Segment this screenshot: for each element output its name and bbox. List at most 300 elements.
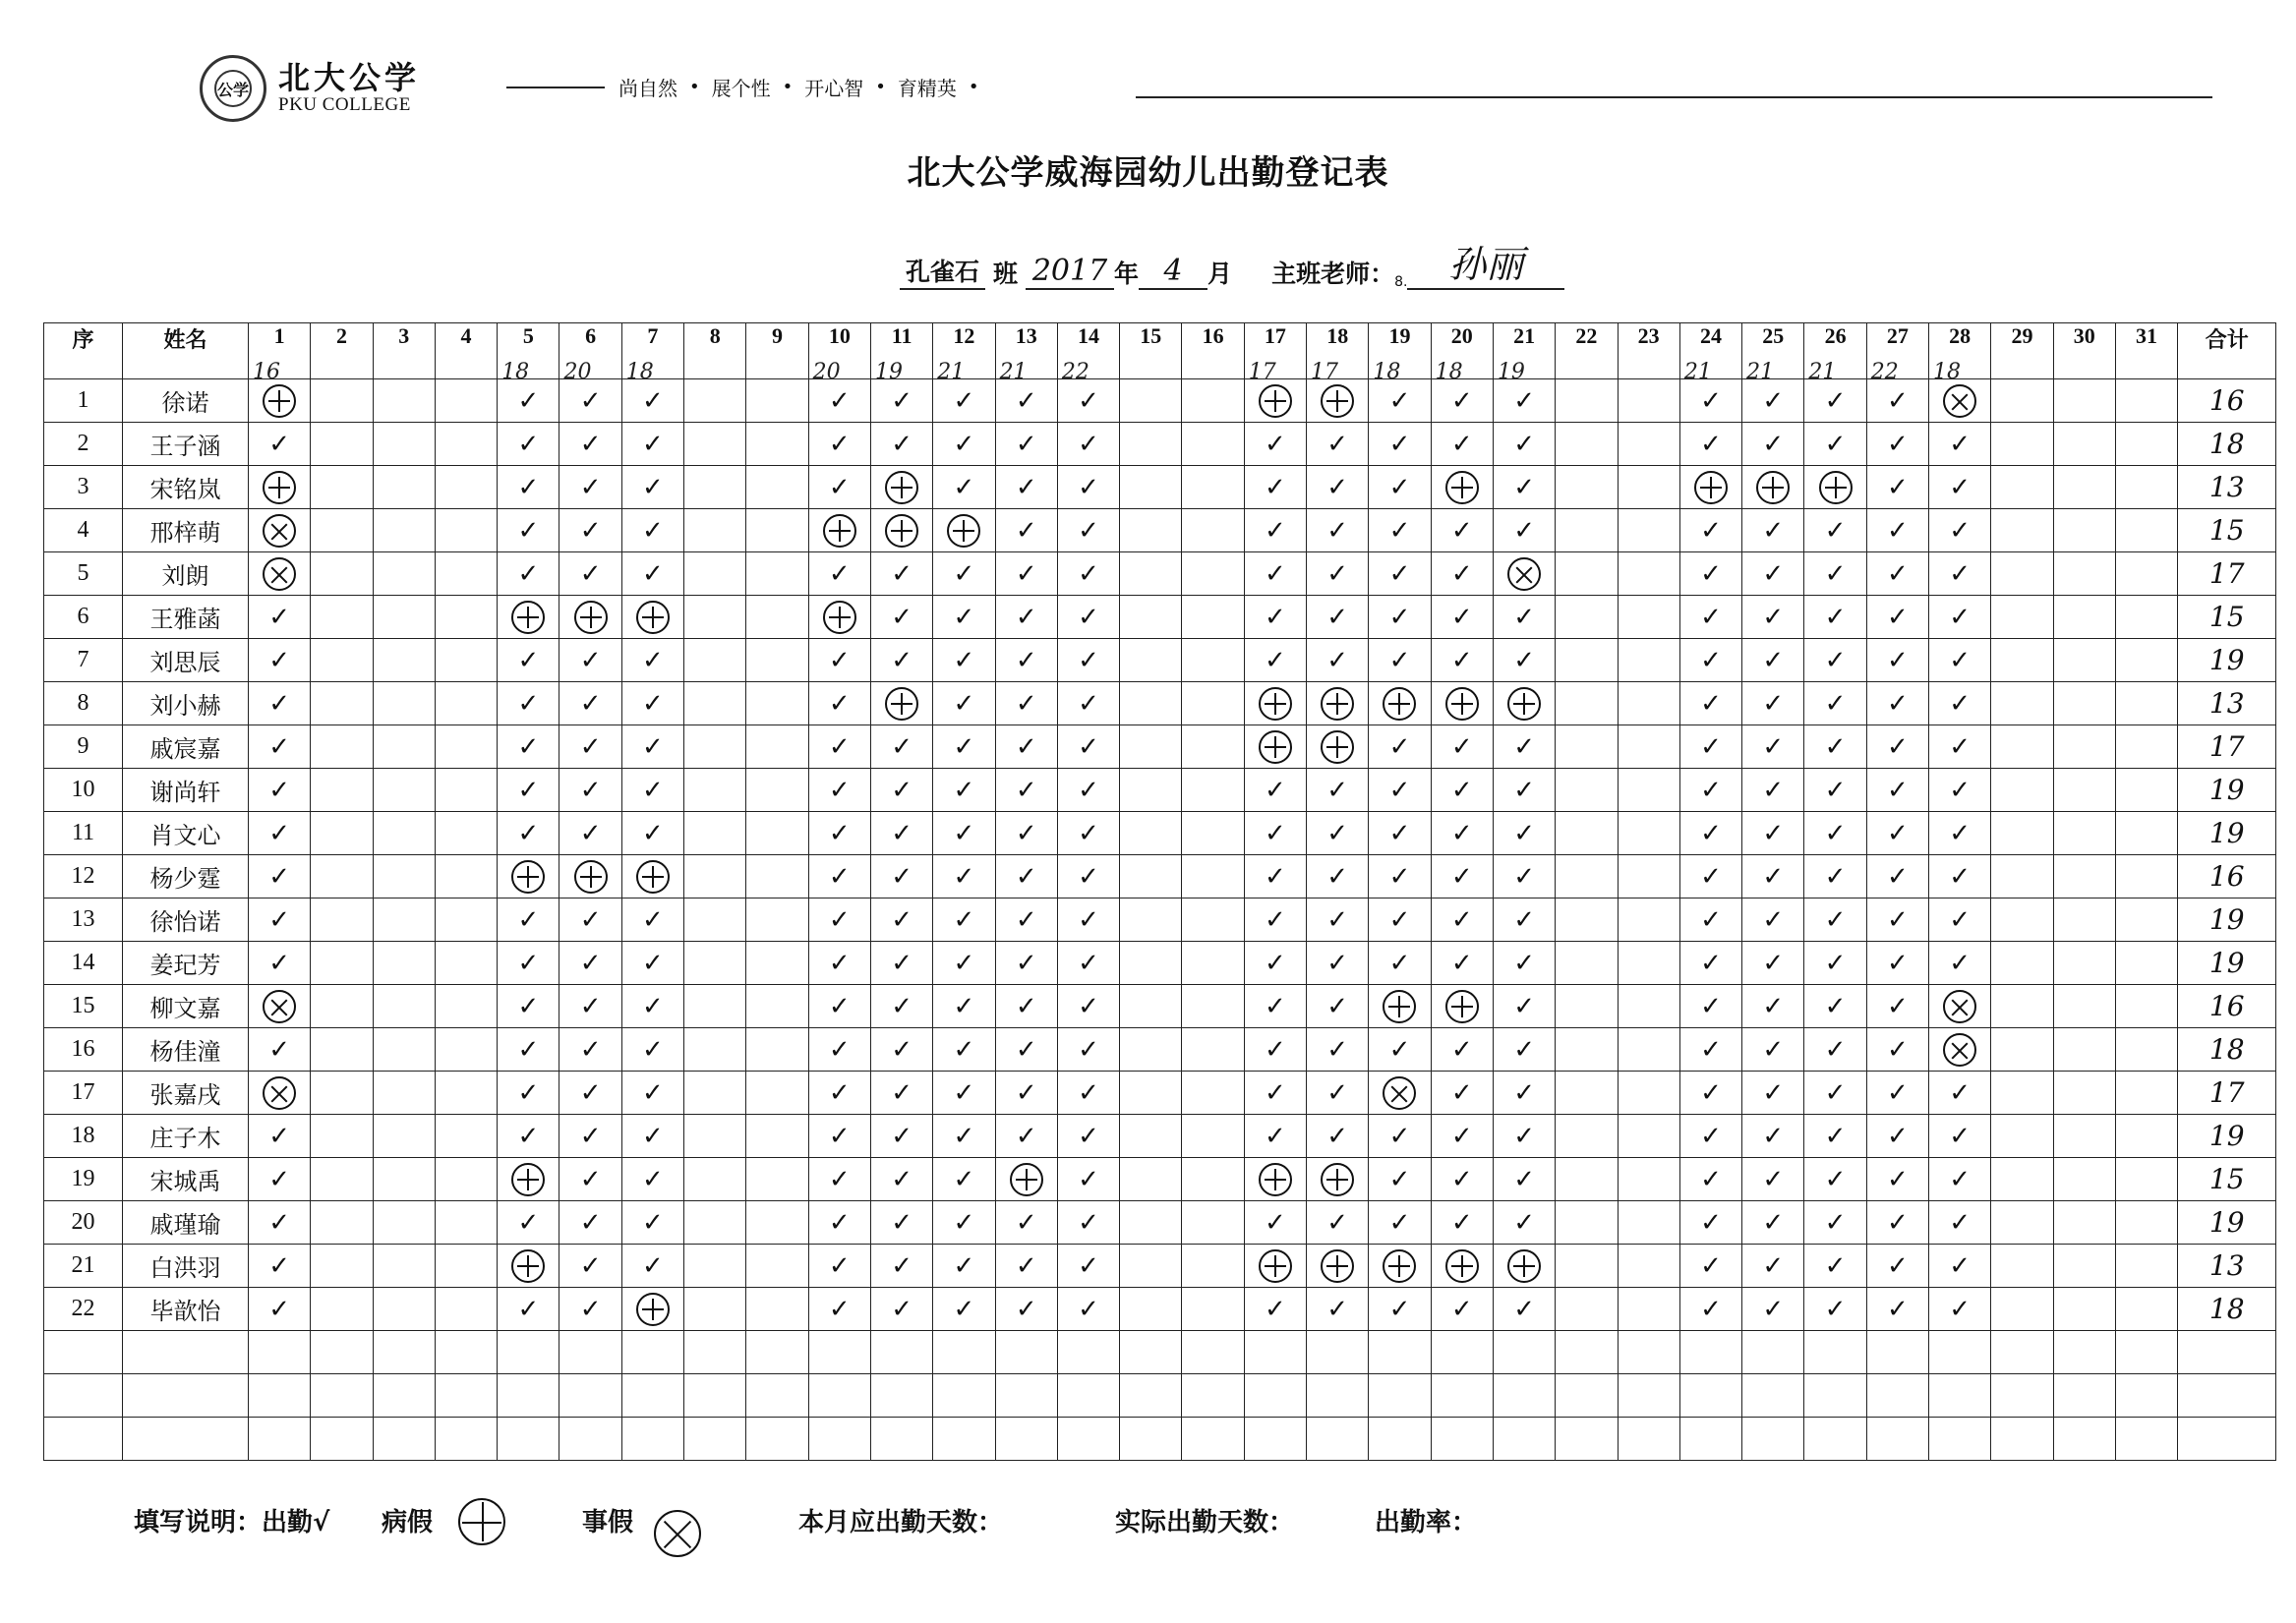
- attendance-cell: [621, 725, 683, 769]
- present-check-icon: ✓: [1265, 818, 1286, 848]
- attendance-cell: [808, 942, 870, 985]
- row-seq-text: 20: [71, 1209, 95, 1235]
- empty-cell: [1866, 1331, 1928, 1374]
- attendance-rate-label: 出勤率：: [1375, 1508, 1478, 1537]
- present-check-icon: ✓: [1762, 731, 1785, 762]
- present-check-icon: ✓: [1388, 1164, 1411, 1194]
- empty-cell: [498, 1418, 559, 1461]
- attendance-cell: [2115, 725, 2177, 769]
- logo-chinese-name: 北大公学: [278, 59, 421, 97]
- present-check-icon: ✓: [1700, 515, 1722, 546]
- present-check-icon: ✓: [1949, 688, 1972, 719]
- row-seq-text: 21: [71, 1252, 95, 1278]
- attendance-cell: [2053, 1288, 2115, 1331]
- attendance-cell: [249, 509, 311, 552]
- present-check-icon: ✓: [1513, 1164, 1535, 1194]
- personal-leave-icon: [263, 557, 296, 591]
- present-check-icon: ✓: [1513, 1207, 1535, 1238]
- empty-cell: [44, 1418, 123, 1461]
- attendance-cell: [684, 682, 746, 725]
- attendance-cell: [435, 509, 497, 552]
- present-check-icon: ✓: [517, 688, 540, 719]
- attendance-cell: [1120, 855, 1182, 898]
- attendance-cell: [435, 898, 497, 942]
- present-check-icon: ✓: [1015, 1077, 1037, 1108]
- attendance-cell: [1804, 942, 1866, 985]
- present-check-icon: ✓: [517, 991, 540, 1021]
- attendance-cell: [1556, 1201, 1618, 1245]
- day-header-15: [1120, 323, 1182, 379]
- attendance-cell: [808, 769, 870, 812]
- attendance-cell: [1244, 769, 1306, 812]
- attendance-cell: [1369, 898, 1431, 942]
- empty-cell: [2053, 1374, 2115, 1418]
- attendance-cell: [995, 942, 1057, 985]
- present-check-icon: ✓: [1824, 1034, 1847, 1065]
- present-check-icon: ✓: [642, 1077, 664, 1108]
- present-check-icon: ✓: [1886, 558, 1909, 589]
- present-check-icon: ✓: [579, 1294, 602, 1324]
- attendance-cell: [1679, 769, 1741, 812]
- present-check-icon: ✓: [268, 1294, 291, 1324]
- attendance-cell: [249, 1115, 311, 1158]
- attendance-cell: [1929, 1245, 1991, 1288]
- present-check-icon: ✓: [1700, 645, 1722, 675]
- present-check-icon: ✓: [828, 429, 851, 459]
- empty-cell: [249, 1374, 311, 1418]
- present-check-icon: ✓: [1450, 1034, 1473, 1065]
- attendance-cell: [1244, 1115, 1306, 1158]
- empty-cell: [373, 1418, 435, 1461]
- attendance-cell: [1244, 423, 1306, 466]
- attendance-cell: [621, 1158, 683, 1201]
- row-total-text: 16: [2208, 384, 2245, 417]
- attendance-cell: [559, 466, 621, 509]
- present-check-icon: ✓: [1265, 1034, 1286, 1065]
- student-row: [44, 1115, 2276, 1158]
- sick-leave-icon: [574, 860, 608, 894]
- present-check-icon: ✓: [1078, 1164, 1099, 1194]
- present-check-icon: ✓: [1078, 472, 1099, 502]
- attendance-cell: [621, 596, 683, 639]
- student-name-text: 刘朗: [161, 562, 209, 590]
- attendance-cell: [1182, 898, 1244, 942]
- student-row: [44, 812, 2276, 855]
- attendance-cell: [1929, 596, 1991, 639]
- day-header-20-text: 20: [1450, 323, 1473, 348]
- present-check-icon: ✓: [579, 429, 602, 459]
- attendance-cell: [1369, 855, 1431, 898]
- row-total-text: 15: [2208, 601, 2245, 633]
- attendance-cell: [1057, 639, 1119, 682]
- present-check-icon: ✓: [1326, 991, 1349, 1021]
- attendance-cell: [808, 596, 870, 639]
- present-check-icon: ✓: [1824, 645, 1847, 675]
- present-check-icon: ✓: [579, 775, 602, 805]
- attendance-cell: [1493, 1288, 1555, 1331]
- day-header-8: [684, 323, 746, 379]
- present-check-icon: ✓: [1015, 818, 1037, 848]
- present-check-icon: ✓: [1513, 645, 1535, 675]
- attendance-cell: [2115, 682, 2177, 725]
- present-check-icon: ✓: [953, 602, 975, 632]
- day-present-count: 22: [1870, 360, 1899, 384]
- present-check-icon: ✓: [1326, 904, 1349, 935]
- attendance-cell: [1556, 466, 1618, 509]
- attendance-cell: [1991, 423, 2053, 466]
- attendance-cell: [684, 1028, 746, 1072]
- present-check-icon: ✓: [1949, 775, 1972, 805]
- attendance-cell: [498, 1245, 559, 1288]
- motto-item: 育精英: [897, 77, 957, 100]
- attendance-cell: [1369, 1158, 1431, 1201]
- attendance-cell: [1493, 1072, 1555, 1115]
- attendance-cell: [1618, 423, 1679, 466]
- day-header-14-text: 14: [1078, 323, 1099, 348]
- student-name: [123, 1245, 249, 1288]
- attendance-cell: [1120, 1288, 1182, 1331]
- attendance-cell: [1182, 1115, 1244, 1158]
- attendance-cell: [311, 639, 373, 682]
- present-check-icon: ✓: [1388, 1034, 1411, 1065]
- attendance-cell: [373, 942, 435, 985]
- attendance-cell: [1182, 682, 1244, 725]
- present-check-icon: ✓: [579, 1164, 602, 1194]
- empty-cell: [684, 1331, 746, 1374]
- personal-leave-icon: [263, 990, 296, 1023]
- attendance-cell: [621, 639, 683, 682]
- present-check-icon: ✓: [1762, 1034, 1785, 1065]
- present-check-icon: ✓: [1762, 904, 1785, 935]
- row-total-text: 16: [2208, 990, 2245, 1022]
- present-check-icon: ✓: [579, 385, 602, 416]
- attendance-cell: [311, 1201, 373, 1245]
- present-check-icon: ✓: [1949, 429, 1972, 459]
- attendance-cell: [621, 1201, 683, 1245]
- attendance-cell: [1182, 725, 1244, 769]
- attendance-cell: [995, 725, 1057, 769]
- present-check-icon: ✓: [1886, 818, 1909, 848]
- attendance-cell: [1991, 942, 2053, 985]
- student-name: [123, 769, 249, 812]
- day-header-21: [1493, 323, 1555, 384]
- attendance-cell: [1057, 552, 1119, 596]
- attendance-cell: [1742, 682, 1804, 725]
- present-check-icon: ✓: [1326, 558, 1349, 589]
- attendance-cell: [1431, 1072, 1493, 1115]
- present-check-icon: ✓: [1949, 1207, 1972, 1238]
- empty-cell: [1679, 1331, 1741, 1374]
- present-check-icon: ✓: [1762, 558, 1785, 589]
- present-check-icon: ✓: [1450, 1077, 1473, 1108]
- teacher-signature: 孙丽: [1407, 234, 1564, 290]
- empty-cell: [1556, 1331, 1618, 1374]
- present-check-icon: ✓: [953, 472, 975, 502]
- present-check-icon: ✓: [1949, 1121, 1972, 1151]
- present-check-icon: ✓: [1326, 1207, 1349, 1238]
- present-check-icon: ✓: [579, 558, 602, 589]
- attendance-cell: [1556, 985, 1618, 1028]
- day-header-11-text: 11: [891, 323, 913, 348]
- present-check-icon: ✓: [1886, 1034, 1909, 1065]
- day-header-18: [1307, 323, 1369, 384]
- attendance-cell: [995, 769, 1057, 812]
- present-check-icon: ✓: [953, 1164, 975, 1194]
- attendance-cell: [684, 1201, 746, 1245]
- attendance-cell: [311, 855, 373, 898]
- present-check-icon: ✓: [1762, 1077, 1785, 1108]
- student-name: [123, 1201, 249, 1245]
- empty-cell: [498, 1374, 559, 1418]
- attendance-cell: [1929, 898, 1991, 942]
- day-header-7: [621, 323, 683, 384]
- attendance-cell: [870, 725, 932, 769]
- attendance-cell: [933, 509, 995, 552]
- logo-text: [278, 59, 421, 115]
- attendance-cell: [1244, 1288, 1306, 1331]
- present-check-icon: ✓: [1824, 602, 1847, 632]
- present-check-icon: ✓: [1265, 948, 1286, 978]
- attendance-cell: [559, 1115, 621, 1158]
- attendance-cell: [1431, 1201, 1493, 1245]
- attendance-cell: [1431, 379, 1493, 423]
- day-header-30: [2053, 323, 2115, 379]
- present-check-icon: ✓: [1078, 429, 1099, 459]
- attendance-cell: [435, 1201, 497, 1245]
- attendance-cell: [498, 1115, 559, 1158]
- attendance-cell: [435, 552, 497, 596]
- row-seq: [44, 1288, 123, 1331]
- present-check-icon: ✓: [1700, 818, 1722, 848]
- day-header-13-text: 13: [1015, 323, 1037, 348]
- attendance-cell: [1866, 1288, 1928, 1331]
- present-check-icon: ✓: [517, 1121, 540, 1151]
- present-check-icon: ✓: [1700, 688, 1722, 719]
- student-row: [44, 1245, 2276, 1288]
- present-check-icon: ✓: [517, 731, 540, 762]
- present-check-icon: ✓: [953, 1294, 975, 1324]
- attendance-cell: [933, 985, 995, 1028]
- attendance-cell: [249, 1201, 311, 1245]
- attendance-cell: [2115, 812, 2177, 855]
- present-check-icon: ✓: [1450, 904, 1473, 935]
- row-seq-text: 3: [77, 474, 89, 499]
- present-check-icon: ✓: [1700, 1034, 1722, 1065]
- present-check-icon: ✓: [579, 1077, 602, 1108]
- sick-leave-icon: [1321, 1163, 1354, 1196]
- attendance-cell: [2115, 1288, 2177, 1331]
- present-check-icon: ✓: [1513, 818, 1535, 848]
- seq-header: [44, 323, 123, 379]
- student-name-text: 宋城禹: [149, 1168, 221, 1195]
- day-header-24: [1679, 323, 1741, 384]
- present-check-icon: ✓: [517, 948, 540, 978]
- present-check-icon: ✓: [1824, 558, 1847, 589]
- present-check-icon: ✓: [1326, 948, 1349, 978]
- attendance-cell: [1182, 552, 1244, 596]
- present-check-icon: ✓: [1450, 1207, 1473, 1238]
- attendance-cell: [684, 509, 746, 552]
- present-check-icon: ✓: [1078, 818, 1099, 848]
- attendance-cell: [870, 509, 932, 552]
- attendance-cell: [1556, 682, 1618, 725]
- attendance-cell: [311, 1072, 373, 1115]
- attendance-cell: [1244, 509, 1306, 552]
- row-total-text: 19: [2208, 644, 2245, 676]
- empty-cell: [1182, 1418, 1244, 1461]
- present-check-icon: ✓: [1326, 472, 1349, 502]
- attendance-cell: [870, 812, 932, 855]
- present-check-icon: ✓: [828, 645, 851, 675]
- student-row: [44, 552, 2276, 596]
- student-name-text: 王雅菡: [149, 606, 221, 633]
- attendance-cell: [373, 552, 435, 596]
- present-check-icon: ✓: [1824, 1250, 1847, 1281]
- sick-leave-icon: [1756, 471, 1790, 504]
- attendance-cell: [249, 725, 311, 769]
- attendance-cell: [1431, 1028, 1493, 1072]
- present-check-icon: ✓: [1450, 602, 1473, 632]
- present-check-icon: ✓: [1265, 515, 1286, 546]
- present-check-icon: ✓: [953, 1077, 975, 1108]
- empty-cell: [435, 1331, 497, 1374]
- present-check-icon: ✓: [1388, 645, 1411, 675]
- present-check-icon: ✓: [1700, 1207, 1722, 1238]
- present-check-icon: ✓: [642, 688, 664, 719]
- attendance-cell: [1742, 812, 1804, 855]
- day-present-count: 20: [812, 360, 841, 384]
- attendance-cell: [684, 1158, 746, 1201]
- attendance-cell: [1991, 1245, 2053, 1288]
- empty-row: [44, 1418, 2276, 1461]
- attendance-cell: [249, 1288, 311, 1331]
- motto-dot: •: [689, 77, 700, 97]
- attendance-cell: [933, 1288, 995, 1331]
- sick-leave-icon: [1445, 990, 1479, 1023]
- empty-cell: [435, 1418, 497, 1461]
- attendance-cell: [559, 942, 621, 985]
- attendance-cell: [870, 1288, 932, 1331]
- present-check-icon: ✓: [1824, 1121, 1847, 1151]
- present-check-icon: ✓: [1015, 602, 1037, 632]
- attendance-cell: [1244, 855, 1306, 898]
- attendance-cell: [559, 855, 621, 898]
- attendance-cell: [1493, 1158, 1555, 1201]
- attendance-cell: [933, 1072, 995, 1115]
- present-check-icon: ✓: [1824, 731, 1847, 762]
- present-check-icon: ✓: [1078, 1294, 1099, 1324]
- attendance-cell: [621, 1115, 683, 1158]
- row-total-text: 15: [2208, 514, 2245, 547]
- empty-cell: [1866, 1374, 1928, 1418]
- attendance-cell: [1991, 985, 2053, 1028]
- attendance-cell: [373, 898, 435, 942]
- present-check-icon: ✓: [642, 775, 664, 805]
- present-check-icon: ✓: [1326, 429, 1349, 459]
- attendance-cell: [1369, 596, 1431, 639]
- empty-cell: [559, 1374, 621, 1418]
- attendance-cell: [995, 682, 1057, 725]
- day-header-11: [870, 323, 932, 384]
- row-total: [2178, 855, 2276, 898]
- attendance-cell: [933, 379, 995, 423]
- present-check-icon: ✓: [953, 991, 975, 1021]
- attendance-cell: [311, 898, 373, 942]
- attendance-cell: [1556, 423, 1618, 466]
- day-header-28: [1929, 323, 1991, 384]
- attendance-cell: [311, 769, 373, 812]
- attendance-cell: [621, 1028, 683, 1072]
- row-seq: [44, 423, 123, 466]
- attendance-cell: [1618, 552, 1679, 596]
- attendance-cell: [559, 639, 621, 682]
- sick-leave-icon: [1321, 730, 1354, 764]
- present-check-icon: ✓: [891, 1207, 913, 1238]
- attendance-cell: [1618, 855, 1679, 898]
- attendance-cell: [2053, 552, 2115, 596]
- attendance-cell: [1057, 1201, 1119, 1245]
- empty-cell: [1369, 1331, 1431, 1374]
- attendance-cell: [559, 812, 621, 855]
- present-check-icon: ✓: [1886, 385, 1909, 416]
- attendance-cell: [808, 985, 870, 1028]
- present-check-icon: ✓: [1700, 1294, 1722, 1324]
- present-check-icon: ✓: [268, 688, 291, 719]
- day-present-count: 17: [1248, 360, 1276, 384]
- present-check-icon: ✓: [1265, 991, 1286, 1021]
- year-value: 2017: [1026, 254, 1114, 290]
- present-check-icon: ✓: [1388, 385, 1411, 416]
- row-total: [2178, 552, 2276, 596]
- present-check-icon: ✓: [828, 861, 851, 892]
- attendance-cell: [1866, 812, 1928, 855]
- attendance-cell: [2115, 639, 2177, 682]
- attendance-cell: [1493, 855, 1555, 898]
- attendance-cell: [1556, 596, 1618, 639]
- attendance-cell: [1679, 812, 1741, 855]
- attendance-cell: [249, 1158, 311, 1201]
- attendance-cell: [1991, 855, 2053, 898]
- empty-cell: [1057, 1331, 1119, 1374]
- present-check-icon: ✓: [1015, 904, 1037, 935]
- attendance-cell: [1493, 379, 1555, 423]
- attendance-cell: [498, 985, 559, 1028]
- present-check-icon: ✓: [1078, 1121, 1099, 1151]
- attendance-cell: [498, 1201, 559, 1245]
- present-check-icon: ✓: [1078, 1207, 1099, 1238]
- attendance-cell: [1804, 682, 1866, 725]
- logo-english-name: PKU COLLEGE: [278, 93, 411, 115]
- attendance-cell: [1493, 985, 1555, 1028]
- day-header-2: [311, 323, 373, 379]
- attendance-cell: [933, 1115, 995, 1158]
- present-check-icon: ✓: [828, 558, 851, 589]
- attendance-cell: [1057, 1158, 1119, 1201]
- present-check-icon: ✓: [1450, 861, 1473, 892]
- row-seq-text: 13: [71, 906, 95, 932]
- present-check-icon: ✓: [1886, 472, 1909, 502]
- empty-cell: [1493, 1331, 1555, 1374]
- attendance-cell: [995, 1072, 1057, 1115]
- empty-cell: [1182, 1374, 1244, 1418]
- student-row: [44, 942, 2276, 985]
- attendance-cell: [498, 1288, 559, 1331]
- attendance-cell: [1866, 509, 1928, 552]
- present-check-icon: ✓: [1886, 948, 1909, 978]
- attendance-cell: [1866, 898, 1928, 942]
- attendance-cell: [2053, 985, 2115, 1028]
- attendance-cell: [1991, 1072, 2053, 1115]
